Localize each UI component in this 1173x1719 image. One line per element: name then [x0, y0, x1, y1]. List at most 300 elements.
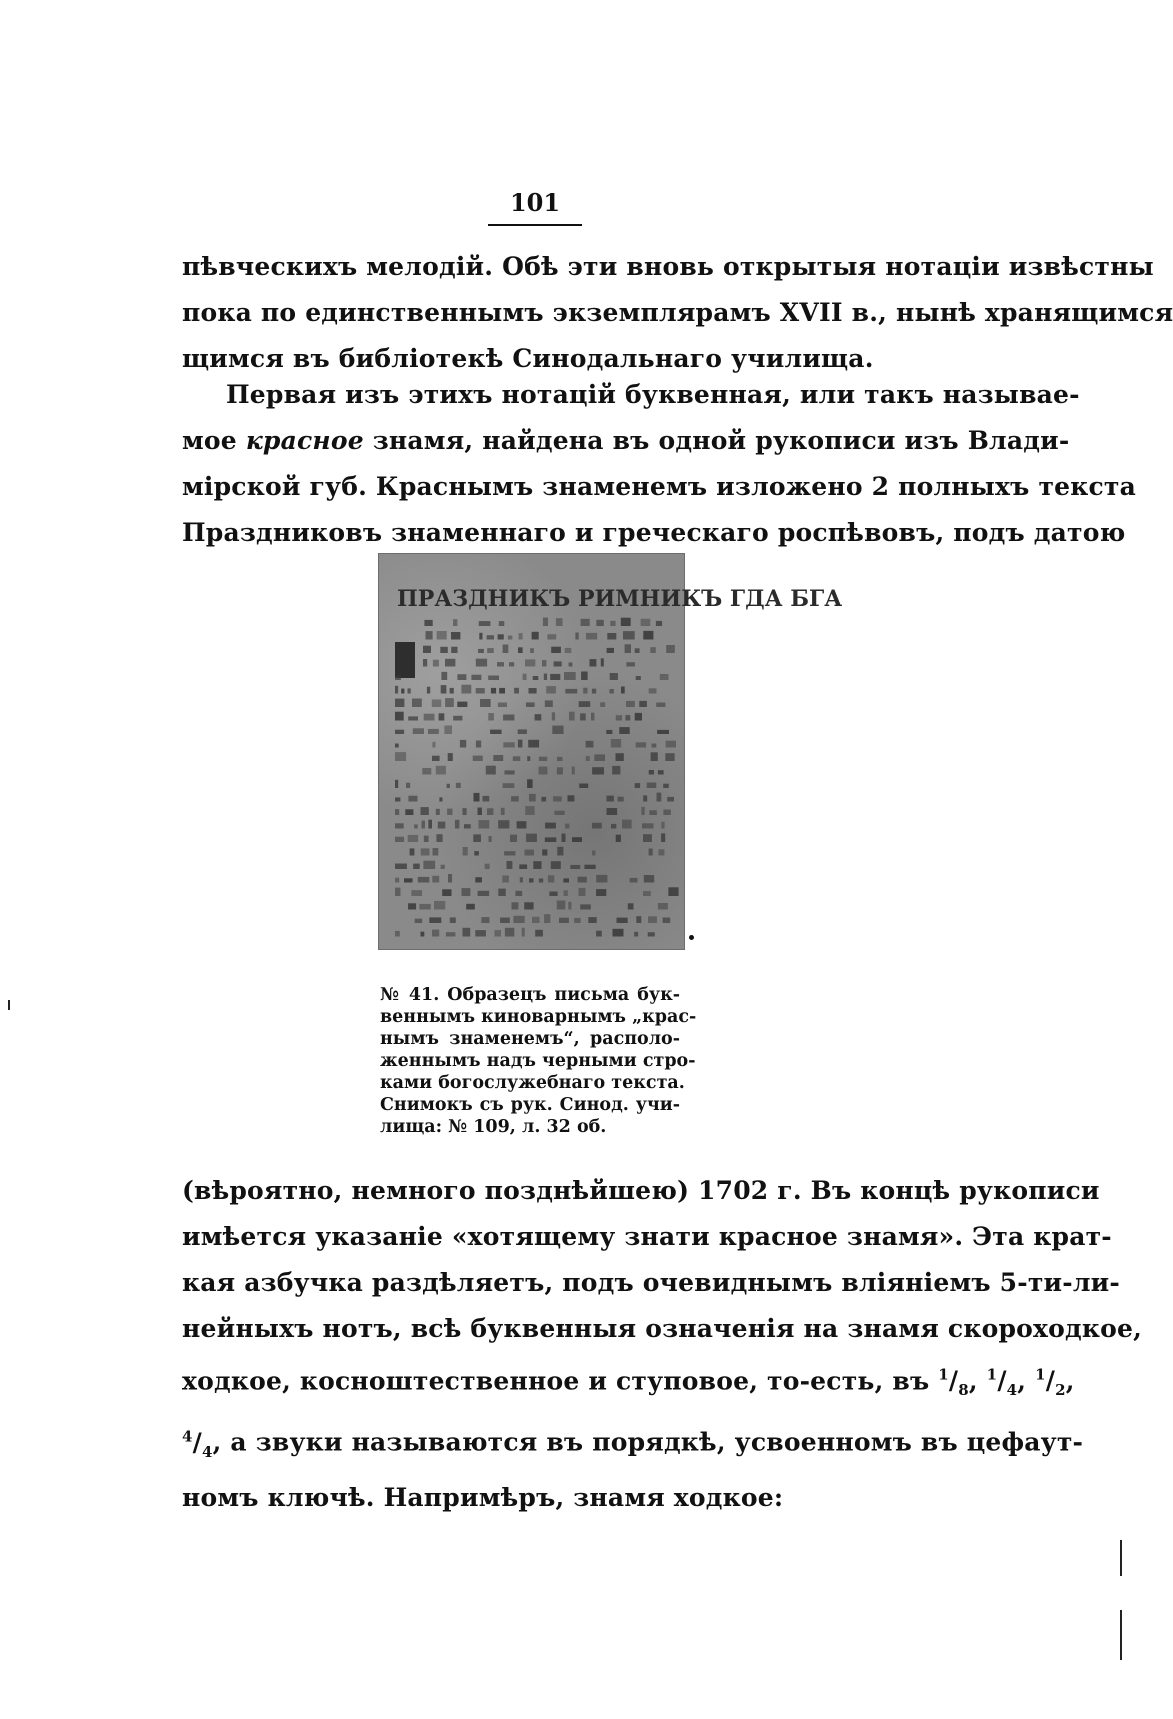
manuscript-glyph: [428, 729, 439, 734]
manuscript-glyph: [441, 672, 447, 680]
manuscript-glyph: [507, 861, 513, 869]
manuscript-glyph: [498, 889, 506, 896]
manuscript-glyph: [415, 919, 423, 923]
manuscript-glyph: [455, 820, 460, 829]
manuscript-glyph: [663, 918, 671, 924]
manuscript-heading: ПРАЗДНИКЪ РИМНИКЪ ГДА БГА: [397, 586, 843, 612]
manuscript-glyph: [436, 834, 442, 842]
manuscript-glyph: [525, 850, 535, 856]
text-line: Первая изъ этихъ нотацій буквенная, или такъ называе-: [226, 380, 1080, 409]
manuscript-glyph: [649, 770, 654, 775]
manuscript-glyph: [523, 674, 527, 680]
paragraph-3: [182, 1168, 1142, 1521]
manuscript-glyph: [594, 754, 605, 761]
manuscript-glyph: [421, 807, 429, 815]
manuscript-glyph: [414, 824, 418, 828]
manuscript-glyph: [554, 661, 562, 666]
manuscript-glyph: [429, 917, 441, 923]
manuscript-glyph: [395, 823, 404, 828]
manuscript-glyph: [395, 864, 407, 870]
text-line: щимся въ библіотекѣ Синодальнаго училища.: [182, 344, 874, 373]
manuscript-glyph: [666, 645, 675, 653]
text-line: нейныхъ нотъ, всѣ буквенныя означенія на знамя скороходкое,: [182, 1314, 1142, 1343]
manuscript-glyph: [661, 833, 665, 842]
manuscript-glyph: [581, 672, 588, 681]
manuscript-glyph: [612, 766, 620, 775]
manuscript-glyph: [498, 820, 509, 828]
manuscript-glyph: [588, 917, 596, 923]
manuscript-glyph: [616, 753, 624, 761]
manuscript-glyph: [551, 647, 561, 653]
manuscript-glyph: [607, 808, 618, 815]
manuscript-glyph: [572, 767, 575, 775]
manuscript-glyph: [488, 713, 494, 721]
manuscript-glyph: [533, 676, 539, 680]
manuscript-glyph: [550, 674, 560, 680]
manuscript-glyph: [395, 712, 404, 721]
manuscript-glyph: [545, 700, 553, 707]
manuscript-glyph: [579, 701, 591, 707]
manuscript-glyph: [446, 932, 456, 936]
manuscript-glyph: [490, 730, 502, 734]
manuscript-glyph: [395, 676, 401, 680]
manuscript-glyph: [479, 621, 491, 626]
manuscript-glyph: [542, 660, 546, 666]
manuscript-glyph: [526, 834, 537, 842]
manuscript-glyph: [480, 699, 491, 707]
manuscript-glyph: [440, 647, 448, 653]
manuscript-glyph: [532, 632, 539, 640]
manuscript-glyph: [564, 890, 568, 896]
manuscript-glyph: [618, 797, 624, 802]
manuscript-glyph: [475, 877, 482, 882]
manuscript-glyph: [493, 755, 503, 761]
paragraph-2: [182, 372, 1137, 556]
manuscript-glyph: [578, 877, 587, 883]
manuscript-glyph: [513, 756, 521, 761]
manuscript-glyph: [503, 742, 514, 747]
manuscript-glyph: [451, 632, 460, 640]
fraction: $^1/_2$: [1035, 1366, 1066, 1400]
caption-line: лища: № 109, л. 32 об.: [380, 1117, 607, 1137]
manuscript-glyph: [596, 931, 602, 937]
manuscript-glyph: [491, 688, 496, 694]
manuscript-glyph: [518, 729, 527, 734]
manuscript-glyph: [517, 821, 527, 828]
manuscript-glyph: [421, 848, 430, 855]
manuscript-glyph: [650, 647, 656, 653]
manuscript-glyph: [413, 864, 420, 869]
caption-line: Снимокъ съ рук. Синод. учи-: [380, 1095, 680, 1115]
text-line: пока по единственнымъ экземплярамъ XVII в., нынѣ хранящимся: [182, 298, 1173, 327]
manuscript-glyph: [502, 876, 509, 883]
manuscript-glyph: [626, 662, 635, 666]
manuscript-glyph: [445, 659, 455, 667]
manuscript-glyph: [546, 686, 556, 693]
manuscript-glyph: [581, 619, 590, 626]
text-line: [182, 1413, 1084, 1474]
manuscript-glyph: [530, 648, 534, 653]
manuscript-glyph: [456, 783, 461, 788]
manuscript-glyph: [569, 712, 575, 721]
manuscript-glyph: [549, 892, 557, 897]
manuscript-glyph: [553, 796, 562, 801]
manuscript-glyph: [422, 821, 426, 829]
manuscript-glyph: [636, 916, 641, 923]
manuscript-glyph: [421, 932, 425, 937]
manuscript-glyph: [463, 847, 468, 856]
text-span: мое: [182, 426, 246, 455]
manuscript-glyph: [607, 796, 614, 802]
manuscript-glyph: [569, 663, 573, 667]
manuscript-glyph: [478, 649, 484, 653]
manuscript-glyph: [635, 648, 640, 653]
manuscript-glyph: [413, 728, 424, 734]
manuscript-glyph: [473, 834, 481, 842]
manuscript-glyph: [479, 820, 490, 828]
manuscript-glyph: [395, 809, 399, 815]
manuscript-glyph: [489, 836, 492, 842]
manuscript-glyph: [607, 648, 614, 653]
manuscript-glyph: [527, 756, 530, 761]
manuscript-glyph: [476, 688, 485, 694]
manuscript-glyph: [395, 699, 404, 707]
manuscript-glyph: [436, 766, 446, 775]
text-line: имѣется указаніе «хотящему знати красное знамя». Эта крат-: [182, 1222, 1112, 1251]
manuscript-glyph: [401, 689, 404, 694]
manuscript-glyph: [463, 928, 471, 937]
manuscript-glyph: [596, 889, 606, 896]
margin-mark: [8, 1000, 10, 1010]
manuscript-glyph: [487, 808, 493, 815]
text-line: кая азбучка раздѣляетъ, подъ очевиднымъ вліяніемъ 5-ти-ли-: [182, 1268, 1120, 1297]
manuscript-glyph: [661, 822, 664, 829]
manuscript-glyph: [539, 757, 547, 761]
manuscript-glyph: [447, 784, 450, 788]
manuscript-glyph: [544, 674, 547, 681]
caption-line: ками богослужебнаго текста.: [380, 1073, 685, 1093]
manuscript-glyph: [641, 619, 651, 626]
manuscript-glyph: [520, 877, 523, 882]
paragraph-1: [182, 244, 1173, 382]
manuscript-glyph: [648, 916, 657, 923]
manuscript-glyph: [411, 890, 422, 896]
manuscript-glyph: [554, 811, 564, 815]
manuscript-glyph: [487, 648, 494, 653]
manuscript-glyph: [412, 699, 422, 708]
manuscript-glyph: [628, 903, 634, 909]
manuscript-glyph: [565, 648, 572, 653]
manuscript-glyph: [515, 891, 522, 896]
manuscript-glyph: [395, 878, 399, 883]
manuscript-glyph: [586, 633, 597, 640]
manuscript-glyph: [410, 848, 415, 855]
manuscript-glyph: [610, 673, 618, 680]
manuscript-glyph: [408, 796, 417, 802]
manuscript-glyph: [539, 767, 548, 775]
manuscript-glyph: [557, 901, 566, 910]
manuscript-glyph: [611, 824, 616, 829]
manuscript-glyph: [528, 740, 539, 748]
manuscript-glyph: [439, 713, 445, 720]
manuscript-glyph: [474, 793, 480, 802]
manuscript-glyph: [658, 770, 664, 774]
manuscript-glyph: [486, 766, 496, 775]
caption-line: № 41. Образецъ письма бук-: [380, 985, 680, 1005]
manuscript-glyph: [511, 796, 519, 801]
manuscript-glyph: [461, 685, 471, 694]
manuscript-glyph: [419, 904, 430, 910]
manuscript-glyph: [600, 702, 605, 707]
caption-line: нымъ знаменемъ“, располо-: [380, 1029, 680, 1049]
manuscript-glyph: [422, 768, 431, 775]
manuscript-glyph: [518, 740, 523, 748]
manuscript-glyph: [500, 918, 510, 924]
manuscript-glyph: [498, 703, 507, 708]
manuscript-glyph: [592, 823, 602, 829]
manuscript-glyph: [592, 689, 596, 694]
manuscript-glyph: [639, 701, 647, 707]
manuscript-image: [379, 554, 843, 949]
manuscript-glyph: [592, 767, 604, 774]
manuscript-glyph: [509, 662, 514, 666]
manuscript-glyph: [450, 688, 454, 694]
manuscript-glyph: [524, 902, 533, 909]
manuscript-glyph: [432, 876, 439, 883]
manuscript-glyph: [408, 688, 411, 693]
manuscript-glyph: [501, 808, 505, 815]
manuscript-glyph: [606, 730, 612, 734]
manuscript-glyph: [666, 741, 676, 748]
manuscript-glyph: [476, 659, 487, 667]
manuscript-glyph: [551, 861, 561, 869]
manuscript-glyph: [405, 809, 413, 815]
manuscript-glyph: [635, 783, 640, 788]
manuscript-glyph: [665, 753, 674, 761]
manuscript-glyph: [667, 797, 674, 802]
text-line: [182, 418, 1070, 464]
manuscript-glyph: [610, 621, 615, 626]
text-span: ходкое, косноштественное и ступовое, то-есть, въ: [182, 1366, 930, 1396]
manuscript-glyph: [545, 837, 557, 842]
manuscript-glyph: [503, 645, 509, 654]
manuscript-glyph: [478, 891, 490, 896]
manuscript-glyph: [529, 878, 534, 882]
fraction: $^1/_8$: [938, 1366, 969, 1400]
text-line: мірской губ. Краснымъ знаменемъ изложено 2 полныхъ текста: [182, 472, 1137, 501]
manuscript-glyph: [652, 744, 657, 748]
manuscript-glyph: [580, 904, 591, 909]
manuscript-glyph: [453, 716, 462, 721]
text-line: (вѣроятно, немного позднѣйшею) 1702 г. Въ концѣ рукописи: [182, 1176, 1100, 1205]
manuscript-glyph: [437, 631, 447, 640]
manuscript-glyph: [545, 823, 556, 829]
manuscript-glyph: [457, 702, 467, 707]
manuscript-glyph: [565, 689, 577, 694]
manuscript-glyph: [535, 930, 543, 937]
manuscript-glyph: [547, 634, 556, 639]
manuscript-glyph: [568, 795, 575, 801]
caption-line: женнымъ надъ черными стро-: [380, 1051, 696, 1071]
manuscript-glyph: [447, 809, 452, 815]
manuscript-glyph: [476, 741, 481, 748]
manuscript-glyph: [556, 618, 563, 626]
manuscript-glyph: [591, 713, 594, 721]
manuscript-glyph: [497, 662, 504, 666]
manuscript-glyph: [656, 703, 665, 708]
manuscript-glyph: [427, 687, 430, 694]
manuscript-glyph: [658, 903, 668, 910]
manuscript-glyph: [439, 797, 442, 801]
manuscript-glyph: [423, 659, 427, 667]
manuscript-glyph: [601, 658, 604, 666]
manuscript-glyph: [408, 835, 418, 842]
manuscript-glyph: [657, 730, 669, 734]
manuscript-glyph: [634, 932, 638, 937]
manuscript-glyph: [660, 674, 669, 680]
manuscript-glyph: [580, 713, 586, 720]
margin-mark: [1120, 1610, 1122, 1660]
manuscript-glyph: [395, 780, 398, 788]
manuscript-glyph: [445, 698, 454, 707]
caption-line: веннымъ киноварнымъ „крас-: [380, 1007, 697, 1027]
manuscript-glyph: [590, 659, 597, 666]
manuscript-writing: [395, 618, 679, 937]
manuscript-glyph: [499, 621, 505, 626]
manuscript-glyph: [539, 879, 543, 883]
manuscript-glyph: [541, 797, 546, 802]
manuscript-glyph: [395, 931, 400, 937]
manuscript-glyph: [648, 932, 655, 936]
manuscript-glyph: [432, 930, 439, 937]
manuscript-glyph: [442, 889, 451, 896]
manuscript-glyph: [433, 660, 439, 667]
manuscript-glyph: [644, 875, 654, 883]
manuscript-glyph: [408, 716, 418, 720]
manuscript-glyph: [574, 918, 581, 923]
text-line: Праздниковъ знаменнаго и греческаго роспѣвовъ, подъ датою: [182, 518, 1126, 547]
manuscript-glyph: [535, 714, 542, 720]
manuscript-glyph: [453, 619, 457, 626]
manuscript-glyph: [557, 767, 563, 774]
text-span: , а звуки называются въ порядкѣ, усвоенномъ въ цефаут-: [212, 1427, 1084, 1457]
manuscript-glyph: [643, 891, 651, 896]
manuscript-glyph: [659, 849, 665, 855]
manuscript-glyph: [643, 795, 647, 801]
figure-caption: [380, 984, 697, 1138]
manuscript-glyph: [474, 851, 479, 855]
fraction: $^1/_4$: [986, 1366, 1018, 1400]
manuscript-glyph: [565, 824, 569, 829]
manuscript-glyph: [395, 686, 398, 694]
manuscript-glyph: [607, 633, 616, 640]
manuscript-glyph: [596, 620, 604, 626]
manuscript-glyph: [592, 851, 595, 856]
manuscript-glyph: [457, 674, 466, 680]
manuscript-glyph: [586, 741, 594, 748]
manuscript-glyph: [513, 916, 524, 923]
manuscript-glyph: [406, 783, 410, 788]
manuscript-glyph: [617, 918, 628, 923]
manuscript-glyph: [579, 888, 586, 896]
manuscript-glyph: [630, 878, 638, 883]
manuscript-glyph: [505, 928, 514, 937]
manuscript-glyph: [498, 634, 504, 639]
manuscript-glyph: [499, 688, 505, 694]
figure-dot: [689, 935, 694, 940]
manuscript-glyph: [395, 888, 401, 896]
manuscript-glyph: [408, 903, 416, 909]
manuscript-glyph: [395, 837, 404, 842]
manuscript-glyph: [395, 744, 399, 748]
manuscript-glyph: [647, 783, 657, 789]
manuscript-glyph: [522, 928, 525, 937]
manuscript-glyph: [481, 917, 489, 923]
manuscript-glyph: [432, 700, 442, 708]
manuscript-glyph: [485, 864, 490, 869]
manuscript-glyph: [636, 742, 646, 747]
emphasized-term: красное: [245, 426, 364, 455]
manuscript-glyph: [462, 888, 471, 896]
manuscript-glyph: [657, 793, 662, 802]
manuscript-glyph: [570, 865, 580, 869]
manuscript-glyph: [519, 864, 527, 869]
manuscript-glyph: [424, 714, 435, 721]
manuscript-glyph: [621, 618, 631, 626]
manuscript-glyph: [584, 865, 595, 869]
manuscript-glyph: [616, 835, 621, 842]
manuscript-glyph: [557, 847, 563, 856]
manuscript-glyph: [529, 688, 537, 694]
manuscript-figure: [378, 553, 843, 950]
manuscript-glyph: [441, 685, 447, 693]
manuscript-glyph: [514, 688, 519, 694]
manuscript-glyph: [426, 631, 433, 639]
manuscript-glyph: [527, 779, 533, 788]
manuscript-glyph: [533, 861, 541, 869]
manuscript-glyph: [418, 877, 430, 883]
manuscript-glyph: [656, 621, 662, 626]
manuscript-glyph: [552, 712, 555, 720]
manuscript-glyph: [563, 878, 569, 882]
manuscript-glyph: [483, 796, 490, 802]
manuscript-glyph: [495, 930, 502, 937]
manuscript-glyph: [616, 715, 622, 720]
manuscript-glyph: [596, 875, 607, 883]
manuscript-glyph: [463, 808, 467, 815]
manuscript-glyph: [466, 904, 475, 910]
manuscript-glyph: [568, 902, 571, 910]
manuscript-glyph: [404, 878, 413, 882]
text-line: номъ ключѣ. Напримѣръ, знамя ходкое:: [182, 1482, 784, 1512]
manuscript-glyph: [395, 752, 406, 761]
manuscript-glyph: [575, 633, 578, 640]
fraction: $^4/_4$: [182, 1427, 213, 1461]
manuscript-glyph: [543, 618, 548, 626]
manuscript-glyph: [448, 753, 453, 761]
manuscript-glyph: [395, 797, 400, 801]
manuscript-glyph: [479, 633, 482, 640]
manuscript-glyph: [564, 672, 576, 680]
text-line: ходкое, косноштественное и ступовое, то-есть, въ $^1/_8$, $^1/_4$, $^1/_2$,: [182, 1366, 1075, 1400]
manuscript-glyph: [611, 739, 621, 748]
manuscript-glyph: [432, 756, 440, 761]
manuscript-glyph: [526, 702, 535, 707]
manuscript-glyph: [642, 823, 654, 828]
manuscript-glyph: [471, 675, 481, 680]
manuscript-glyph: [663, 784, 669, 788]
manuscript-glyph: [649, 849, 653, 856]
